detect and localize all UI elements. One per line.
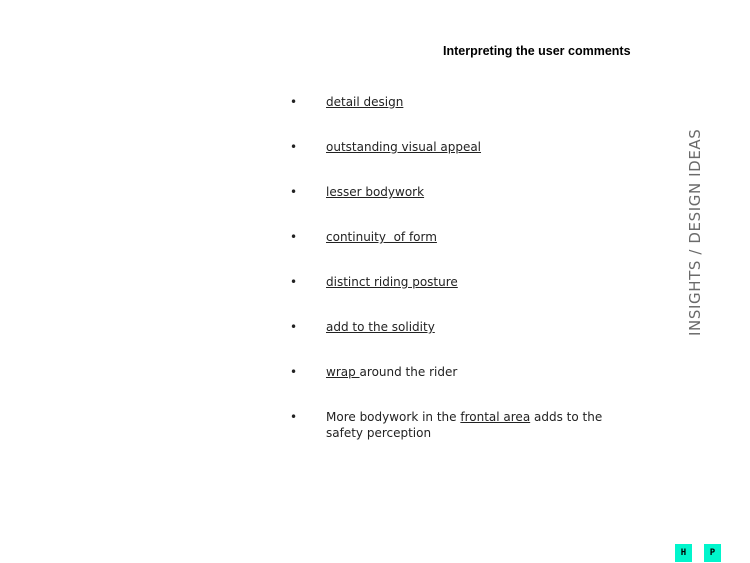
bullet-dot: • [290,140,298,154]
previous-nav-button[interactable]: P [704,544,721,562]
bullet-text: continuity of form [326,230,437,244]
bullet-text: outstanding visual appeal [326,140,482,154]
bullet-item-detail-design [290,94,635,110]
bullet-item-solidity [290,319,635,335]
bullet-text: around the rider [359,365,458,379]
bullet-dot: • [290,95,298,109]
bullet-item-visual-appeal [290,139,635,155]
bullet-item-wrap-around [290,364,635,380]
bullet-dot: • [290,275,298,289]
bullet-item-continuity-of-form [290,229,635,245]
bullet-text: More bodywork in the [326,410,461,424]
bullet-item-riding-posture [290,274,635,290]
bullet-item-lesser-bodywork [290,184,635,200]
bullet-list [290,94,635,470]
bullet-dot: • [290,320,298,334]
bullet-text: adds to the safety perception [326,410,603,440]
bullet-text: add to the solidity [326,320,435,334]
bullet-text-underlined: frontal area [460,410,531,424]
bullet-text: detail design [326,95,404,109]
bullet-text: distinct riding posture [326,275,458,289]
bullet-dot: • [290,185,298,199]
bullet-dot: • [290,365,298,379]
bullet-text-underlined: wrap [326,365,360,379]
bullet-item-frontal-area [290,409,635,441]
bullet-dot: • [290,230,298,244]
bullet-dot: • [290,410,298,424]
slide-title: Interpreting the user comments [443,44,631,58]
bullet-text: lesser bodywork [326,185,425,199]
section-side-label: INSIGHTS / DESIGN IDEAS [686,128,704,336]
home-nav-button[interactable]: H [675,544,692,562]
